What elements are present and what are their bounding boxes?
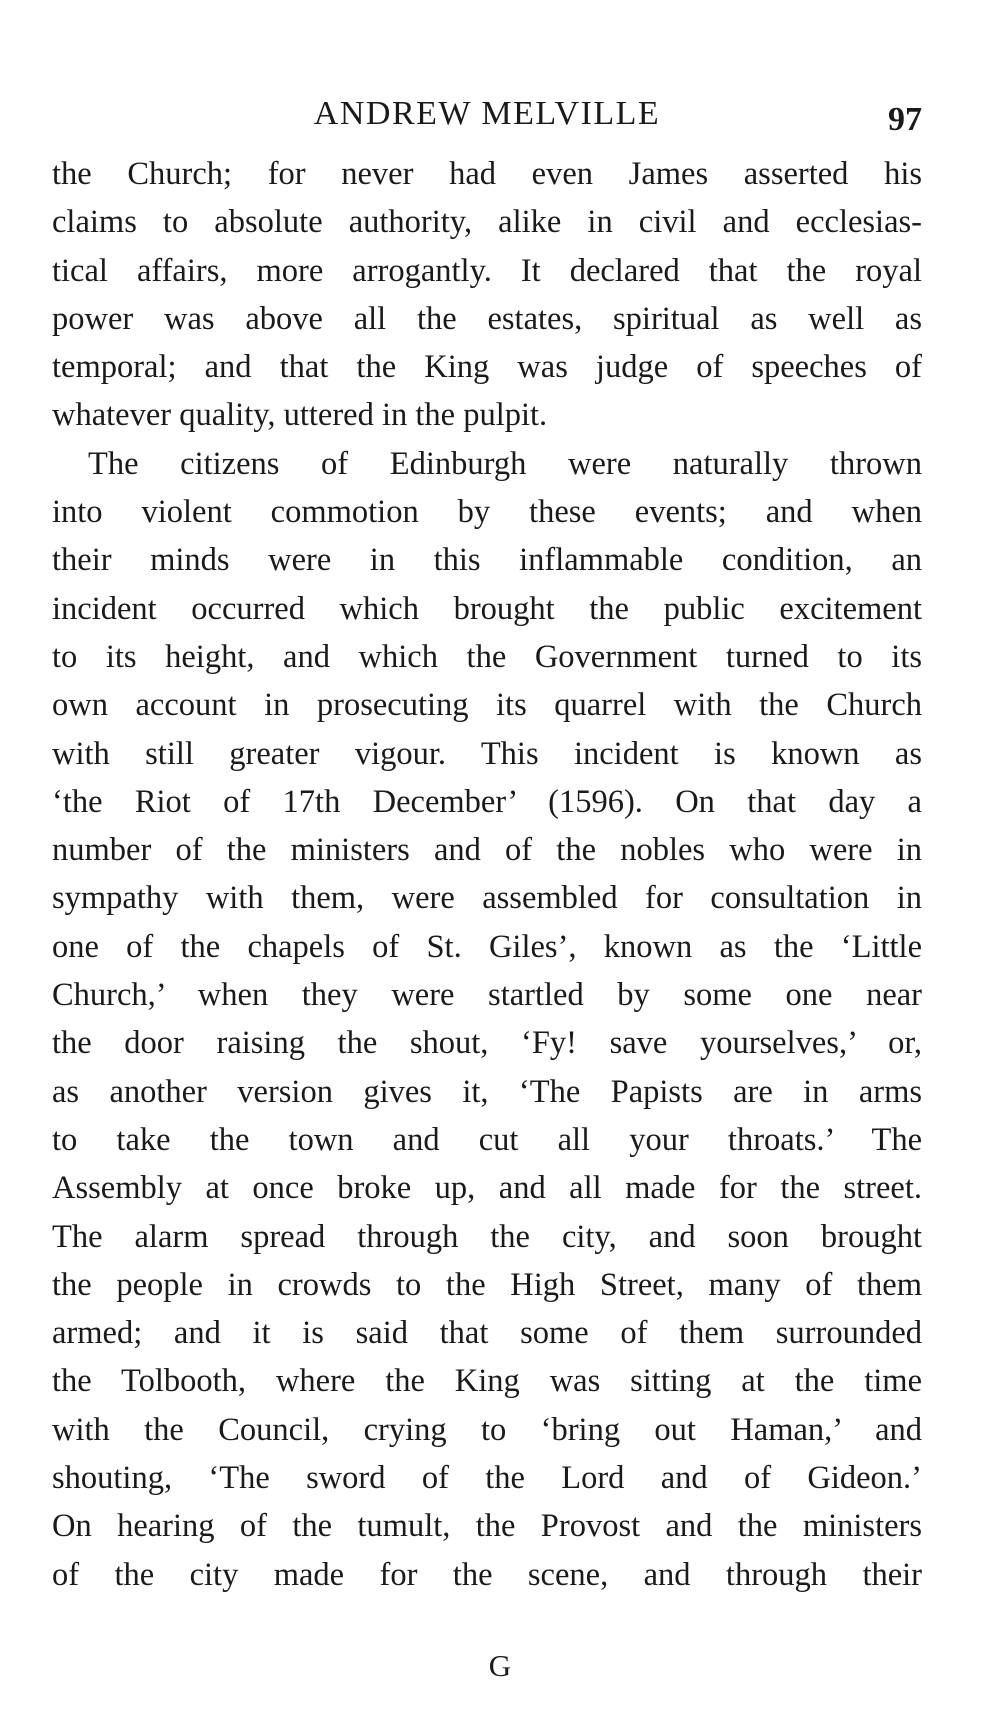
text-line: number of the ministers and of the nobles who were in xyxy=(52,832,922,869)
text-line: On hearing of the tumult, the Provost and the ministers xyxy=(52,1508,922,1545)
text-line: own account in prosecuting its quarrel with the Church xyxy=(52,687,922,724)
text-line: into violent commotion by these events; and when xyxy=(52,494,922,531)
text-line: with the Council, crying to ‘bring out Haman,’ and xyxy=(52,1411,922,1448)
text-line: The citizens of Edinburgh were naturally thrown xyxy=(88,445,922,482)
text-line: temporal; and that the King was judge of speeches of xyxy=(52,349,922,386)
text-line: of the city made for the scene, and through their xyxy=(52,1556,922,1593)
text-line: armed; and it is said that some of them surrounded xyxy=(52,1315,922,1352)
text-line: whatever quality, uttered in the pulpit. xyxy=(52,397,548,434)
paragraph xyxy=(52,440,922,1599)
text-line: with still greater vigour. This incident is known as xyxy=(52,735,922,772)
text-line: Assembly at once broke up, and all made for the street. xyxy=(52,1170,922,1207)
text-line: to take the town and cut all your throats.’ The xyxy=(52,1121,922,1158)
text-line: the door raising the shout, ‘Fy! save yourselves,’ or, xyxy=(52,1025,922,1062)
page-number: 97 xyxy=(888,101,922,138)
text-line: sympathy with them, were assembled for consultation in xyxy=(52,880,922,917)
text-line: to its height, and which the Government turned to its xyxy=(52,638,922,675)
running-head xyxy=(52,92,922,136)
paragraph xyxy=(52,150,922,440)
text-line: shouting, ‘The sword of the Lord and of Gideon.’ xyxy=(52,1460,922,1497)
text-line: ‘the Riot of 17th December’ (1596). On that day a xyxy=(52,783,922,820)
text-line: as another version gives it, ‘The Papists are in arms xyxy=(52,1073,922,1110)
text-line: The alarm spread through the city, and soon brought xyxy=(52,1218,922,1255)
text-line: one of the chapels of St. Giles’, known as the ‘Little xyxy=(52,928,922,965)
text-line: their minds were in this inflammable condition, an xyxy=(52,542,922,579)
text-line: the people in crowds to the High Street, many of them xyxy=(52,1266,922,1303)
text-line: the Church; for never had even James asserted his xyxy=(52,156,922,192)
running-title: ANDREW MELVILLE xyxy=(313,95,661,132)
text-line: Church,’ when they were startled by some one near xyxy=(52,977,922,1014)
signature-mark: G xyxy=(488,1648,512,1683)
text-line: power was above all the estates, spiritual as well as xyxy=(52,300,922,337)
body-text xyxy=(52,150,922,1599)
text-line: incident occurred which brought the public excitement xyxy=(52,590,922,627)
text-line: claims to absolute authority, alike in civil and ecclesias- xyxy=(52,204,922,241)
text-line: the Tolbooth, where the King was sitting at the time xyxy=(52,1363,922,1400)
text-line: tical affairs, more arrogantly. It declared that the royal xyxy=(52,252,922,289)
